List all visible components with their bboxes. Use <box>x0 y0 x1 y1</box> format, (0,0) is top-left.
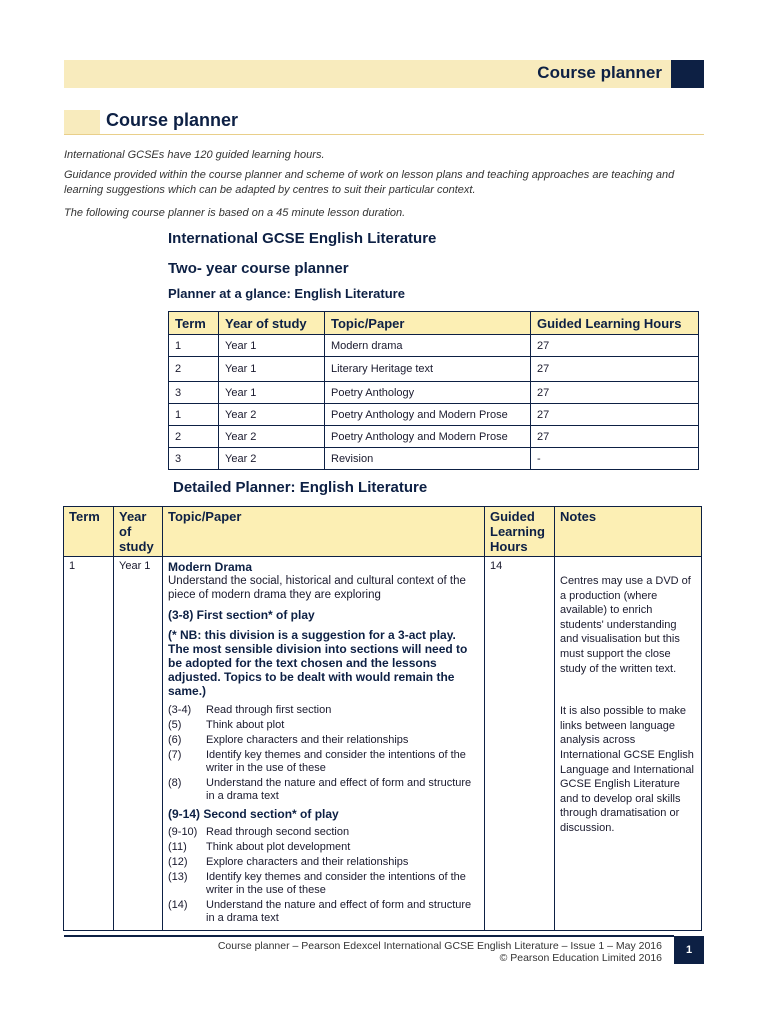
glance-cell: Year 2 <box>219 448 325 470</box>
note-1: Centres may use a DVD of a production (where available) to enrich students' understanding and visualisation but this must support the close study of the written text. <box>560 575 691 675</box>
item-number: (8) <box>168 777 182 789</box>
intro-line-2: Guidance provided within the course planner and scheme of work on lesson plans and teaching approaches are teaching and learning suggestions which can be adapted by centres to suit their particular context. <box>64 169 675 196</box>
glance-cell: Poetry Anthology and Modern Prose <box>325 404 531 426</box>
item-text: Understand the nature and effect of form and structure in a drama text <box>206 899 472 924</box>
glance-cell: 27 <box>531 382 699 404</box>
intro-line-1: International GCSEs have 120 guided learning hours. <box>64 149 325 161</box>
item-number: (6) <box>168 734 182 746</box>
intro-line-3: The following course planner is based on a 45 minute lesson duration. <box>64 207 406 219</box>
glance-cell: Year 2 <box>219 426 325 448</box>
first-section-heading: (3-8) First section* of play <box>168 608 315 622</box>
second-section-heading: (9-14) Second section* of play <box>168 807 339 821</box>
glance-cell: Literary Heritage text <box>325 357 531 382</box>
glance-cell: 1 <box>169 335 219 357</box>
glance-title: Planner at a glance: English Literature <box>168 286 405 301</box>
header-bar <box>64 60 704 88</box>
table-row <box>169 382 699 404</box>
item-text: Identify key themes and consider the intentions of the writer in the use of these <box>206 749 466 774</box>
section-tab <box>64 110 100 134</box>
detail-th-glh: Guided Learning Hours <box>485 507 555 557</box>
item-number: (12) <box>168 856 188 868</box>
item-number: (9-10) <box>168 826 198 838</box>
detail-table <box>63 506 702 931</box>
list-item <box>168 734 479 747</box>
detail-title: Detailed Planner: English Literature <box>173 479 428 496</box>
item-number: (11) <box>168 841 187 853</box>
footer-line-1: Course planner – Pearson Edexcel International GCSE English Literature – Issue 1 – May 2016 <box>217 940 662 952</box>
detail-topic <box>163 557 485 931</box>
item-text: Read through second section <box>206 826 350 838</box>
table-row <box>64 557 702 931</box>
glance-th-year: Year of study <box>219 312 325 335</box>
section-heading <box>64 110 704 135</box>
footer <box>64 940 662 964</box>
table-row <box>169 448 699 470</box>
glance-th-term: Term <box>169 312 219 335</box>
topic-title: Modern Drama <box>168 560 253 574</box>
glance-cell: 27 <box>531 404 699 426</box>
table-row <box>169 357 699 382</box>
list-item <box>168 899 479 925</box>
glance-cell: Poetry Anthology <box>325 382 531 404</box>
table-row <box>169 404 699 426</box>
item-number: (14) <box>168 899 188 911</box>
glance-cell: Modern drama <box>325 335 531 357</box>
list-item <box>168 856 479 869</box>
item-number: (3-4) <box>168 704 192 716</box>
glance-table <box>168 311 699 470</box>
glance-cell: Year 2 <box>219 404 325 426</box>
item-text: Understand the nature and effect of form and structure in a drama text <box>206 777 472 802</box>
glance-cell: Revision <box>325 448 531 470</box>
glance-cell: 3 <box>169 448 219 470</box>
detail-notes <box>555 557 702 931</box>
glance-th-topic: Topic/Paper <box>325 312 531 335</box>
glance-cell: Year 1 <box>219 357 325 382</box>
list-item <box>168 719 479 732</box>
list-item <box>168 841 479 854</box>
detail-th-term: Term <box>64 507 114 557</box>
item-text: Think about plot <box>206 719 285 731</box>
nb-note: (* NB: this division is a suggestion for a 3-act play. The most sensible division into sections will need to be adopted for the text chosen and the lessons adjusted. Topics to be dealt with would remain the same.) <box>168 628 468 698</box>
item-number: (13) <box>168 871 188 883</box>
section-title: Course planner <box>106 110 239 130</box>
header-box <box>671 60 704 88</box>
detail-th-topic: Topic/Paper <box>163 507 485 557</box>
page-number: 1 <box>674 936 704 964</box>
item-text: Explore characters and their relationships <box>206 856 409 868</box>
item-text: Read through first section <box>206 704 332 716</box>
glance-cell: Year 1 <box>219 335 325 357</box>
detail-term: 1 <box>64 557 114 931</box>
course-subtitle: Two- year course planner <box>168 260 349 277</box>
list-item <box>168 749 479 775</box>
glance-cell: 27 <box>531 357 699 382</box>
footer-line-2: © Pearson Education Limited 2016 <box>499 952 662 964</box>
list-item <box>168 826 479 839</box>
footer-divider <box>64 935 674 937</box>
table-row <box>169 426 699 448</box>
list-item <box>168 871 479 897</box>
list-item <box>168 704 479 717</box>
list-item <box>168 777 479 803</box>
glance-cell: Poetry Anthology and Modern Prose <box>325 426 531 448</box>
item-number: (7) <box>168 749 182 761</box>
intro-text <box>64 148 704 226</box>
detail-header-row <box>64 507 702 557</box>
detail-th-year: Year of study <box>114 507 163 557</box>
glance-cell: 1 <box>169 404 219 426</box>
note-2: It is also possible to make links between language analysis across International GCSE English Language and International GCSE English Literature and to develop oral skills through dramatisation or discussion. <box>560 705 694 834</box>
glance-cell: - <box>531 448 699 470</box>
glance-header-row <box>169 312 699 335</box>
glance-cell: Year 1 <box>219 382 325 404</box>
detail-year: Year 1 <box>114 557 163 931</box>
glance-cell: 2 <box>169 426 219 448</box>
topic-desc: Understand the social, historical and cultural context of the piece of modern drama they are exploring <box>168 575 466 601</box>
item-text: Think about plot development <box>206 841 351 853</box>
glance-th-glh: Guided Learning Hours <box>531 312 699 335</box>
item-text: Identify key themes and consider the intentions of the writer in the use of these <box>206 871 466 896</box>
glance-cell: 3 <box>169 382 219 404</box>
item-text: Explore characters and their relationships <box>206 734 409 746</box>
course-title: International GCSE English Literature <box>168 230 437 247</box>
detail-th-notes: Notes <box>555 507 702 557</box>
detail-glh: 14 <box>485 557 555 931</box>
table-row <box>169 335 699 357</box>
glance-cell: 2 <box>169 357 219 382</box>
glance-cell: 27 <box>531 335 699 357</box>
header-title: Course planner <box>537 63 662 82</box>
item-number: (5) <box>168 719 182 731</box>
glance-cell: 27 <box>531 426 699 448</box>
